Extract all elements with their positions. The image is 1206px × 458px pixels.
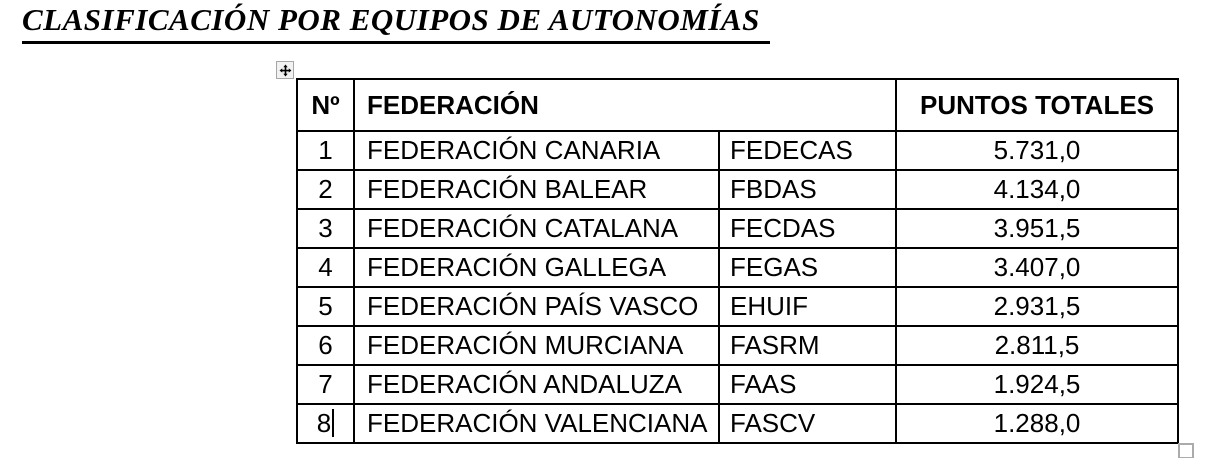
cell-rank[interactable]: 7 xyxy=(297,365,354,404)
table-row xyxy=(297,404,1178,443)
cell-federation[interactable]: FEDERACIÓN CANARIA xyxy=(354,131,719,170)
page-title[interactable]: CLASIFICACIÓN POR EQUIPOS DE AUTONOMÍAS xyxy=(22,2,770,44)
table-row xyxy=(297,287,1178,326)
header-num[interactable]: Nº xyxy=(297,79,354,131)
cell-code[interactable]: FASRM xyxy=(719,326,896,365)
cell-rank[interactable]: 5 xyxy=(297,287,354,326)
cell-rank[interactable]: 6 xyxy=(297,326,354,365)
cell-points[interactable]: 2.931,5 xyxy=(896,287,1178,326)
cell-federation[interactable]: FEDERACIÓN ANDALUZA xyxy=(354,365,719,404)
table-row xyxy=(297,365,1178,404)
cell-rank[interactable]: 4 xyxy=(297,248,354,287)
cell-rank[interactable]: 3 xyxy=(297,209,354,248)
table-row xyxy=(297,131,1178,170)
table-resize-handle[interactable] xyxy=(1178,443,1194,458)
cell-code[interactable]: FAAS xyxy=(719,365,896,404)
cell-federation[interactable]: FEDERACIÓN GALLEGA xyxy=(354,248,719,287)
rank-text: 8 xyxy=(316,408,332,438)
move-cross-icon xyxy=(279,64,292,77)
cell-federation[interactable]: FEDERACIÓN BALEAR xyxy=(354,170,719,209)
cell-federation[interactable]: FEDERACIÓN CATALANA xyxy=(354,209,719,248)
cell-code[interactable]: FEDECAS xyxy=(719,131,896,170)
cell-points[interactable]: 3.951,5 xyxy=(896,209,1178,248)
cell-code[interactable]: FEGAS xyxy=(719,248,896,287)
header-points[interactable]: PUNTOS TOTALES xyxy=(896,79,1178,131)
cell-points[interactable]: 5.731,0 xyxy=(896,131,1178,170)
table-row xyxy=(297,170,1178,209)
cell-federation[interactable]: FEDERACIÓN VALENCIANA xyxy=(354,404,719,443)
cell-federation[interactable]: FEDERACIÓN PAÍS VASCO xyxy=(354,287,719,326)
cell-rank[interactable]: 1 xyxy=(297,131,354,170)
table-row xyxy=(297,326,1178,365)
cell-points[interactable]: 1.924,5 xyxy=(896,365,1178,404)
table-row xyxy=(297,248,1178,287)
cell-points[interactable]: 4.134,0 xyxy=(896,170,1178,209)
table-row xyxy=(297,209,1178,248)
classification-table xyxy=(296,78,1179,444)
cell-points[interactable]: 2.811,5 xyxy=(896,326,1178,365)
text-caret xyxy=(332,409,334,437)
cell-points[interactable]: 1.288,0 xyxy=(896,404,1178,443)
cell-code[interactable]: FASCV xyxy=(719,404,896,443)
cell-federation[interactable]: FEDERACIÓN MURCIANA xyxy=(354,326,719,365)
table-header-row xyxy=(297,79,1178,131)
cell-rank[interactable] xyxy=(297,404,354,443)
cell-points[interactable]: 3.407,0 xyxy=(896,248,1178,287)
header-federation[interactable]: FEDERACIÓN xyxy=(354,79,896,131)
cell-rank[interactable]: 2 xyxy=(297,170,354,209)
cell-code[interactable]: FBDAS xyxy=(719,170,896,209)
cell-code[interactable]: EHUIF xyxy=(719,287,896,326)
cell-code[interactable]: FECDAS xyxy=(719,209,896,248)
table-move-handle[interactable] xyxy=(276,61,294,79)
